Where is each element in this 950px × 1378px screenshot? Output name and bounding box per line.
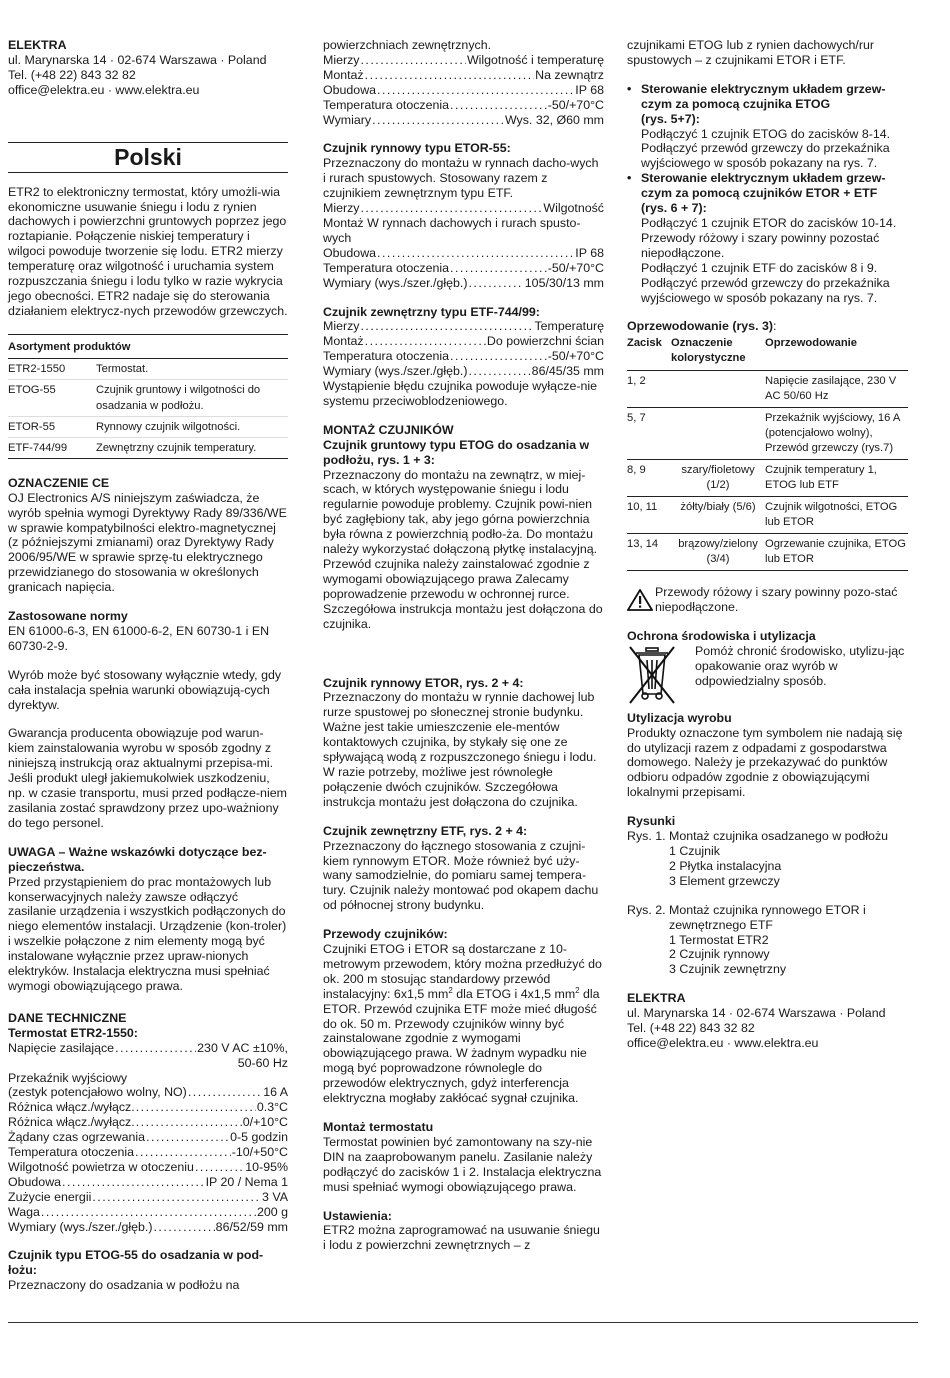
- settings-text-cont: czujnikami ETOG lub z rynien dachowych/rur spustowych – z czujnikami ETOR i ETF.: [627, 38, 874, 67]
- control-heading: Sterowanie elektrycznym układem grzew-czym za pomocą czujnika ETOG: [641, 81, 886, 111]
- damage-paragraph: Jeśli produkt uległ jakiemukolwiek uszkodzeniu, np. w czasie transportu, musi przed podłącze-niem zasilania zostać sprawdzony przez upo-ważniony do tego personel.: [8, 771, 287, 830]
- column-header: Oprzewodowanie: [765, 334, 908, 371]
- spec-value: 10-95%: [245, 1159, 288, 1174]
- product-code: ETF-744/99: [8, 437, 96, 458]
- spec-value: 86/45/35 mm: [531, 364, 604, 379]
- products-header: Asortyment produktów: [8, 334, 288, 358]
- wires-text: [323, 942, 604, 1106]
- figure-caption: [627, 829, 908, 844]
- products-table: [8, 334, 288, 459]
- wiring-cell-wiring: Czujnik temperatury 1, ETOG lub ETF: [765, 460, 908, 497]
- figure-number: Rys. 2.: [627, 902, 666, 917]
- tech-heading: DANE TECHNICZNE: [8, 1010, 127, 1025]
- spec-row: [323, 349, 604, 364]
- wiring-cell-term: 8, 9: [627, 460, 671, 497]
- spec-row: [8, 1205, 288, 1220]
- wiring-cell-wiring: Przekaźnik wyjściowy, 16 A (potencjałowo wolny), Przewód grzewczy (rys.7): [765, 408, 908, 460]
- spec-row: [8, 1190, 288, 1205]
- dot-leader: [450, 349, 547, 364]
- figures-heading: Rysunki: [627, 814, 676, 829]
- spec-row: [323, 68, 604, 83]
- spec-value: 86/52/59 mm: [215, 1219, 288, 1234]
- dot-leader: [92, 1190, 261, 1205]
- spec-value: -50/+70°C: [547, 260, 604, 275]
- spec-key: Temperatura otoczenia: [8, 1145, 135, 1160]
- control-line: Podłączyć 1 czujnik ETOG do zacisków 8-14.: [641, 126, 891, 141]
- spec-row: [8, 1085, 288, 1100]
- wires-text-c: dla ETOR. Przewód czujnika ETF może mieć długość do ok. 50 m. Przewody czujników winny być zainstalowane zgodnie z wymogami obowiązującego prawa. W żadnym wypadku nie mogą być poprowadzone równolegle do przewodów elektrycznych, gdyż interferencja elektryczna mogłaby zakłócać sygnał czujnika.: [323, 986, 600, 1106]
- spec-value: -10/+50°C: [231, 1145, 288, 1160]
- table-row: [8, 379, 288, 416]
- environment-block: [627, 644, 908, 689]
- spec-key: Obudowa: [323, 82, 377, 97]
- spec-value: 105/30/13 mm: [524, 275, 604, 290]
- list-item: [627, 171, 908, 305]
- spec-value: 3 VA: [262, 1189, 288, 1204]
- spec-value: 0/+10°C: [242, 1115, 288, 1130]
- etf-text: Wystąpienie błędu czujnika powoduje wyłącze-nie systemu przeciwoblodzeniowego.: [323, 379, 598, 408]
- figure-title: Montaż czujnika rynnowego ETOR i zewnętrznego ETF: [669, 902, 866, 932]
- wiring-cell-color: żółty/biały (5/6): [671, 497, 765, 534]
- mount-heading: MONTAŻ CZUJNIKÓW: [323, 422, 454, 437]
- dot-leader: [146, 1130, 229, 1145]
- spec-key: Mierzy: [323, 52, 360, 67]
- mount-etog-heading: Czujnik gruntowy typu ETOG do osadzania w podłożu, rys. 1 + 3:: [323, 437, 590, 467]
- table-row: [627, 460, 908, 497]
- spec-key: Żądany czas ogrzewania: [8, 1130, 146, 1145]
- wires-heading: Przewody czujników:: [323, 927, 448, 942]
- list-item: 1 Czujnik: [669, 844, 720, 858]
- disposal-text: Produkty oznaczone tym symbolem nie nadają się do utylizacji razem z odpadami z gospodarstwa domowego. Należy je przekazywać do punktów odbioru odpadów zgodnie z obowiązującymi lokalnymi przepisami.: [627, 725, 903, 800]
- column-3: [627, 38, 908, 1051]
- table-row: [627, 408, 908, 460]
- company-name: ELEKTRA: [8, 38, 67, 52]
- dot-leader: [360, 53, 465, 68]
- safety-heading: UWAGA – Ważne wskazówki dotyczące bez-pieczeństwa.: [8, 844, 267, 874]
- intro-text: ETR2 to elektroniczny termostat, który umożli-wia ekonomiczne usuwanie śniegu i lodu z rynien dachowych i powierzchni gruntowych poprzez jego roztapianie. Połączenie niskiej temperatury i wilgoci powoduje tworzenie się lodu. ETR2 mierzy temperaturę oraz wilgotność i uruchamia system rozpuszczania śniegu i lodu tylko w razie wykrycia jego obecności. ETR2 nadaje się do sterowania działaniem elektrycz-nych przewodów grzewczych.: [8, 184, 288, 318]
- spec-key: Obudowa: [8, 1174, 62, 1189]
- dot-leader: [136, 1100, 256, 1115]
- spec-row: [8, 1100, 288, 1115]
- dot-leader: [41, 1205, 256, 1220]
- spec-value-cont: 50-60 Hz: [237, 1055, 288, 1070]
- list-item: 3 Element grzewczy: [669, 873, 780, 888]
- product-desc: Zewnętrzny czujnik temperatury.: [96, 437, 288, 458]
- warning-icon: [627, 589, 653, 611]
- dot-leader: [468, 364, 530, 379]
- wires-text-a: Czujniki ETOG i ETOR są dostarczane z 10-metrowym przewodem, który można przedłużyć do ok. 200 m stosując standardowy przewód instalacyjny: 6x1,5 mm: [323, 942, 602, 1001]
- wiring-cell-term: 1, 2: [627, 371, 671, 408]
- spec-row: [8, 1220, 288, 1235]
- list-item: 2 Płytka instalacyjna: [669, 858, 782, 873]
- etog55-text: Przeznaczony do osadzania w podłożu na: [8, 1278, 240, 1293]
- dot-leader: [360, 201, 542, 216]
- superscript: 2: [575, 985, 580, 995]
- settings-text: ETR2 można zaprogramować na usuwanie śniegu i lodu z powierzchni zewnętrznych – z: [323, 1223, 600, 1253]
- company-phone: Tel. (+48 22) 843 32 82: [8, 67, 136, 82]
- spec-key: Obudowa: [323, 245, 377, 260]
- dot-leader: [365, 334, 486, 349]
- spec-row: [323, 53, 604, 68]
- norms-heading: Zastosowane normy: [8, 609, 128, 624]
- wiring-heading: Oprzewodowanie (rys. 3): [627, 319, 773, 334]
- product-code: ETOR-55: [8, 416, 96, 437]
- usage-paragraph: Wyrób może być stosowany wyłącznie wtedy, gdy cała instalacja spełnia warunki obowiązują-cych dyrektyw.: [8, 667, 282, 712]
- page-title: Polski: [8, 142, 288, 171]
- etor55-spec-list: [323, 246, 604, 291]
- product-code: ETR2-1550: [8, 358, 96, 379]
- table-row: [627, 371, 908, 408]
- wiring-cell-term: 10, 11: [627, 497, 671, 534]
- crossed-bin-icon: [627, 644, 677, 706]
- mount-etog-text: Przeznaczony do montażu na zewnątrz, w miej-scach, w których występowanie śniegu i lodu regularnie powoduje problemy. Czujnik powi-nien być zagłębiony tak, aby jego górna powierzchnia była równa z powierzchnią podło-ża. Do montażu należy wykorzystać dołączoną płytkę instalacyjną.: [323, 467, 598, 557]
- dot-leader: [135, 1145, 231, 1160]
- wires-text-b: dla ETOG i 4x1,5 mm: [452, 986, 576, 1001]
- wiring-cell-term: 13, 14: [627, 534, 671, 571]
- spec-key: Montaż: [323, 334, 364, 349]
- column-header: Oznaczenie kolorystyczne: [671, 334, 765, 371]
- figure-title: Montaż czujnika osadzanego w podłożu: [669, 829, 889, 844]
- wiring-cell-color: [671, 371, 765, 408]
- spec-value: 0-5 godzin: [230, 1130, 288, 1145]
- dot-leader: [153, 1220, 214, 1235]
- list-item: [627, 82, 908, 171]
- spec-key: Temperatura otoczenia: [323, 349, 450, 364]
- table-row: [627, 497, 908, 534]
- wiring-colon: :: [772, 319, 777, 334]
- control-line: Podłączyć 1 czujnik ETF do zacisków 8 i 9.: [641, 260, 878, 275]
- spec-row: [323, 261, 604, 276]
- figure-number: Rys. 1.: [627, 829, 666, 844]
- spec-value: Wilgotność i temperaturę: [466, 52, 604, 67]
- spec-row: [8, 1175, 288, 1190]
- product-code: ETOG-55: [8, 379, 96, 416]
- dot-leader: [450, 261, 547, 276]
- superscript: 2: [448, 985, 453, 995]
- spec-key: Waga: [8, 1204, 40, 1219]
- etor55-mount: Montaż W rynnach dachowych i rurach spusto-wych: [323, 215, 581, 245]
- spec-row: [8, 1115, 288, 1130]
- safety-text: Przed przystąpieniem do prac montażowych lub konserwacyjnych należy zawsze odłączyć zasilanie urządzenia i wszystkich podłączonych do niego elementów instalacji. Urządzenie (kon-troler) i wszelkie połączone z nim elementy mogą być instalowane wyłącznie przez upraw-nionych elektryków. Instalacja elektryczna musi spełniać wymogi obowiązującego prawa.: [8, 874, 287, 993]
- table-row: [8, 358, 288, 379]
- bullet-icon: •: [627, 171, 632, 186]
- spec-row: [8, 1041, 288, 1056]
- spec-value: -50/+70°C: [547, 97, 604, 112]
- product-desc: Czujnik gruntowy i wilgotności do osadzania w podłożu.: [96, 379, 288, 416]
- spec-key: Wymiary (wys./szer./głęb.): [323, 364, 468, 379]
- dot-leader: [115, 1041, 196, 1056]
- spec-row: [323, 113, 604, 128]
- etog55-heading: Czujnik typu ETOG-55 do osadzania w pod-łożu:: [8, 1248, 264, 1278]
- bottom-divider: [8, 1322, 918, 1323]
- figure-parts: [627, 933, 908, 978]
- product-desc: Termostat.: [96, 358, 288, 379]
- list-item: 1 Termostat ETR2: [669, 932, 769, 947]
- table-row: [8, 416, 288, 437]
- dot-leader: [365, 68, 534, 83]
- bullet-icon: •: [627, 81, 632, 96]
- etf-heading: Czujnik zewnętrzny typu ETF-744/99:: [323, 304, 540, 319]
- spec-row: [323, 276, 604, 291]
- dot-leader: [468, 276, 523, 291]
- spec-value: Na zewnątrz: [535, 67, 604, 82]
- dot-leader: [188, 1085, 262, 1100]
- environment-heading: Ochrona środowiska i utylizacja: [627, 629, 816, 644]
- dot-leader: [62, 1175, 205, 1190]
- spec-key: Różnica włącz./wyłącz.: [8, 1115, 135, 1130]
- settings-heading: Ustawienia:: [323, 1208, 392, 1223]
- spec-value: IP 68: [575, 245, 604, 260]
- thermostat-mount-text: Termostat powinien być zamontowany na szy-nie DIN na zaaprobowanym panelu. Zasilanie należy podłączyć do zacisków 1 i 2. Instalacja elektryczna musi spełniać wymogi obowiązującego prawa.: [323, 1134, 602, 1194]
- spec-value: Do powierzchni ścian: [486, 334, 604, 349]
- list-item: 3 Czujnik zewnętrzny: [669, 962, 787, 977]
- spec-row: [323, 201, 604, 216]
- spec-key: Napięcie zasilające: [8, 1040, 115, 1055]
- dot-leader: [360, 319, 533, 334]
- control-line: Podłączyć 1 czujnik ETOR do zacisków 10-14. Przewody różowy i szary powinny pozostać niepodłączone.: [641, 215, 897, 260]
- mount-etf-text: Przeznaczony do łącznego stosowania z czujni-kiem rynnowym ETOR. Może również być uży-wany samodzielnie, do pomiaru samej tempera-tury. Czujnik należy montować pod okapem dachu od północnej strony budynku.: [323, 838, 599, 913]
- column-header: Zacisk: [627, 334, 671, 371]
- control-line: Podłączyć przewód grzewczy do przekaźnika wyjściowego w sposób pokazany na rys. 7.: [641, 141, 890, 171]
- dot-leader: [377, 83, 574, 98]
- spec-value: IP 68: [575, 82, 604, 97]
- dot-leader: [372, 113, 504, 128]
- spec-row: [323, 334, 604, 349]
- etog55-text-cont: powierzchniach zewnętrznych.: [323, 38, 492, 52]
- spec-value: IP 20 / Nema 1: [205, 1174, 288, 1189]
- spec-value: Wys. 32, Ø60 mm: [504, 112, 604, 127]
- spec-key: Wilgotność powietrza w otoczeniu: [8, 1159, 194, 1174]
- company-phone-footer: Tel. (+48 22) 843 32 82: [627, 1021, 755, 1036]
- ce-text: OJ Electronics A/S niniejszym zaświadcza, że wyrób spełnia wymogi Dyrektywy Rady 89/336/WE w sprawie kompatybilności elektro-magnetycznej (z późniejszymi zmianami) oraz Dyrektywy Rady 2006/95/WE w sprawie sprzę-tu elektrycznego przewidzianego do stosowania w określonych granicach napięcia.: [8, 490, 287, 595]
- etf-spec-list: [323, 319, 604, 379]
- company-name-footer: ELEKTRA: [627, 991, 686, 1006]
- wiring-cell-color: brązowy/zielony (3/4): [671, 534, 765, 571]
- disposal-heading: Utylizacja wyrobu: [627, 710, 732, 725]
- figure-caption: [627, 903, 908, 933]
- mount-etor-text: Przeznaczony do montażu w rynnie dachowej lub rurze spustowej po słonecznej stronie budynku. Ważne jest takie umieszczenie ele-mentów kontaktowych czujnika, by stykały się one ze spływającą wodą z rozpuszczonego śniegu i lodu. W razie potrzeby, możliwe jest równoległe połączenie dwóch czujników. Szczegółowa instrukcja montażu jest dołączona do czujnika.: [323, 690, 597, 809]
- caution-text: Przewody różowy i szary powinny pozo-stać niepodłączone.: [655, 585, 898, 615]
- spec-key: Wymiary (wys./szer./głęb.): [8, 1219, 153, 1234]
- company-address: ul. Marynarska 14 · 02-674 Warszawa · Poland: [8, 52, 267, 67]
- spec-row: [323, 319, 604, 334]
- spec-value: 0.3°C: [256, 1100, 288, 1115]
- spec-row: [8, 1160, 288, 1175]
- guarantee-paragraph: Gwarancja producenta obowiązuje pod warun-kiem zainstalowania wyrobu w sposób zgodny z niniejszą instrukcją oraz aktualnymi przepisa-mi.: [8, 726, 274, 771]
- wiring-cell-wiring: Czujnik wilgotności, ETOG lub ETOR: [765, 497, 908, 534]
- relay-label: Przekaźnik wyjściowy: [8, 1070, 128, 1085]
- product-desc: Rynnowy czujnik wilgotności.: [96, 416, 288, 437]
- etog55-spec-list: [323, 53, 604, 128]
- list-item: 2 Czujnik rynnowy: [669, 947, 770, 962]
- mount-etf-heading: Czujnik zewnętrzny ETF, rys. 2 + 4:: [323, 823, 528, 838]
- column-1: [8, 38, 288, 1293]
- tech-spec-list: [8, 1085, 288, 1234]
- spec-key: Wymiary (wys./szer./głęb.): [323, 275, 468, 290]
- thermostat-mount-heading: Montaż termostatu: [323, 1120, 434, 1134]
- table-row: [8, 437, 288, 458]
- mount-etor-heading: Czujnik rynnowy ETOR, rys. 2 + 4:: [323, 675, 524, 690]
- spec-row: [323, 83, 604, 98]
- spec-key: Temperatura otoczenia: [323, 97, 450, 112]
- spec-key: Mierzy: [323, 201, 360, 216]
- wiring-table: [627, 334, 908, 571]
- spec-key: Wymiary: [323, 112, 372, 127]
- dot-leader: [136, 1115, 242, 1130]
- control-heading: Sterowanie elektrycznym układem grzew-czym za pomocą czujników ETOR + ETF: [641, 171, 886, 201]
- spec-key: Różnica włącz./wyłącz.: [8, 1100, 135, 1115]
- spec-key: Zużycie energii: [8, 1189, 92, 1204]
- spec-row: [8, 1145, 288, 1160]
- spec-value: -50/+70°C: [547, 349, 604, 364]
- table-row: [627, 534, 908, 571]
- figure-parts: [627, 844, 908, 889]
- company-web-footer: office@elektra.eu · www.elektra.eu: [627, 1035, 819, 1050]
- company-address-footer: ul. Marynarska 14 · 02-674 Warszawa · Poland: [627, 1006, 886, 1021]
- wiring-cell-wiring: Napięcie zasilające, 230 V AC 50/60 Hz: [765, 371, 908, 408]
- dot-leader: [377, 246, 574, 261]
- caution-note: [627, 585, 908, 615]
- spec-row: [323, 98, 604, 113]
- title-divider: [8, 172, 288, 173]
- norms-text: EN 61000-6-3, EN 61000-6-2, EN 60730-1 i EN 60730-2-9.: [8, 623, 270, 653]
- spec-row: [323, 246, 604, 261]
- company-web: office@elektra.eu · www.elektra.eu: [8, 82, 200, 97]
- column-2: [323, 38, 604, 1253]
- spec-key: Montaż: [323, 67, 364, 82]
- control-fig-ref: (rys. 6 + 7):: [641, 201, 707, 216]
- control-fig-ref: (rys. 5+7):: [641, 111, 700, 126]
- mount-etog-text-2: Przewód czujnika należy zainstalować zgodnie z wymogami obowiązującego prawa Zalecamy poprowadzenie przewodu w ochronnej rurce. Szczegółowa instrukcja montażu jest dołączona do czujnika.: [323, 557, 603, 631]
- wiring-cell-term: 5, 7: [627, 408, 671, 460]
- wiring-table-body: [627, 371, 908, 571]
- etor55-text: Przeznaczony do montażu w rynnach dacho-wych i rurach spustowych. Stosowany razem z czujnikiem zewnętrznym typu ETF.: [323, 156, 599, 201]
- ce-heading: OZNACZENIE CE: [8, 475, 110, 490]
- environment-text: Pomóż chronić środowisko, utylizu-jąc opakowanie oraz wyrób w odpowiedzialny sposób.: [695, 644, 905, 688]
- wiring-cell-color: szary/fioletowy (1/2): [671, 460, 765, 497]
- spec-value: 16 A: [263, 1085, 288, 1100]
- wiring-heading-line: [627, 319, 908, 334]
- spec-value: Wilgotność: [543, 201, 604, 216]
- spec-value: Temperaturę: [534, 319, 604, 334]
- wiring-cell-wiring: Ogrzewanie czujnika, ETOG lub ETOR: [765, 534, 908, 571]
- spec-key: Temperatura otoczenia: [323, 260, 450, 275]
- tech-subheading: Termostat ETR2-1550:: [8, 1025, 138, 1040]
- spec-row: [8, 1130, 288, 1145]
- spec-key: (zestyk potencjałowo wolny, NO): [8, 1085, 187, 1100]
- spec-row: [323, 364, 604, 379]
- control-line: Podłączyć przewód grzewczy do przekaźnika wyjściowego w sposób pokazany na rys. 7.: [641, 275, 890, 305]
- etor55-heading: Czujnik rynnowy typu ETOR-55:: [323, 141, 511, 156]
- spec-key: Mierzy: [323, 319, 360, 334]
- dot-leader: [450, 98, 547, 113]
- spec-value: 230 V AC ±10%,: [197, 1040, 288, 1055]
- spec-value: 200 g: [256, 1204, 288, 1219]
- wiring-cell-color: [671, 408, 765, 460]
- dot-leader: [195, 1160, 244, 1175]
